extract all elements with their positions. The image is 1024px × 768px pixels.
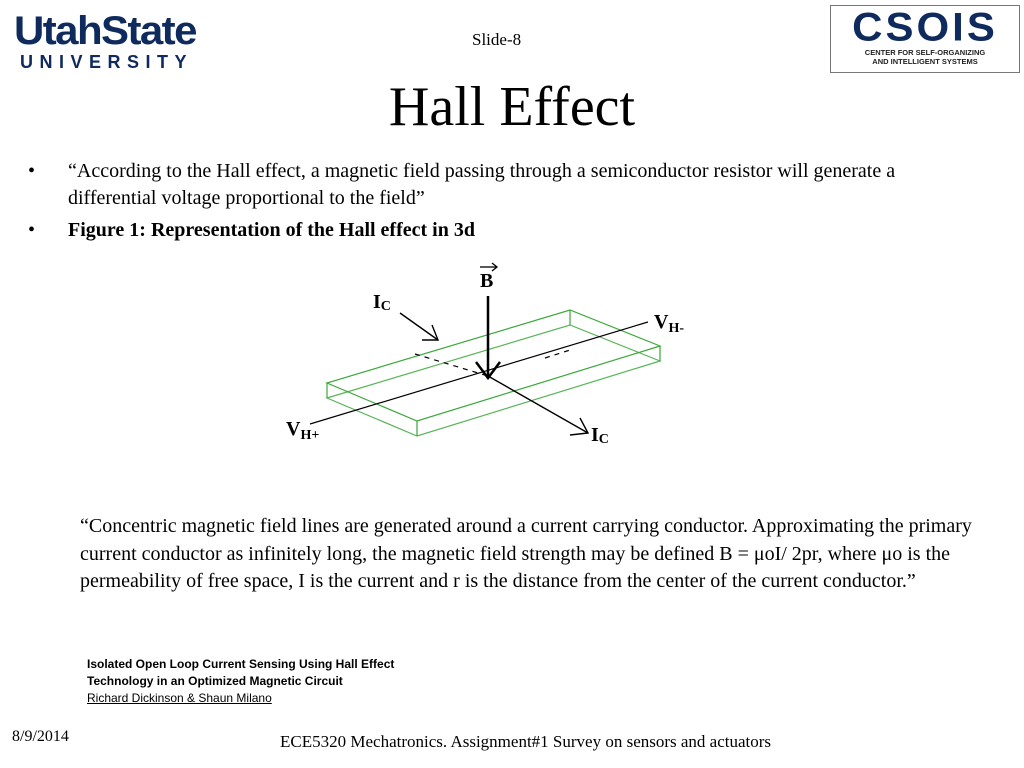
csois-logo: [830, 5, 1020, 73]
footer-course: ECE5320 Mechatronics. Assignment#1 Survey on sensors and actuators: [280, 732, 772, 751]
footer-date: 8/9/2014: [12, 728, 69, 745]
bullet-item: [28, 217, 948, 244]
bullet-marker: •: [28, 160, 36, 182]
logo-subtitle: UNIVERSITY: [20, 52, 194, 72]
csois-wordmark: CSOIS: [852, 4, 998, 49]
bullet-marker: •: [28, 219, 36, 241]
label-vh-minus: $V_{H-}$: [654, 311, 685, 336]
label-b-field: B: [480, 270, 494, 292]
semiconductor-slab: [327, 310, 660, 436]
figure-caption: Figure 1: Representation of the Hall effect in 3d: [68, 219, 475, 241]
bullet-item: [28, 158, 948, 212]
page-title: Hall Effect: [388, 76, 636, 138]
utah-state-logo: [14, 10, 204, 74]
voltage-path-dashed: [545, 350, 570, 358]
csois-subtitle-line1: CENTER FOR SELF-ORGANIZING: [864, 48, 986, 57]
label-ic-top: IC: [373, 291, 391, 314]
bullet-list: [28, 158, 948, 249]
label-vh-plus: $V_{H+}$: [286, 418, 320, 443]
logo-wordmark: UtahState: [14, 9, 196, 53]
csois-subtitle-line2: AND INTELLIGENT SYSTEMS: [872, 57, 978, 66]
slide-number: Slide-8: [472, 30, 522, 49]
citation-title-line2: Technology in an Optimized Magnetic Circuit: [87, 674, 343, 688]
label-ic-bottom: IC: [591, 424, 609, 447]
hall-effect-diagram: [270, 258, 730, 458]
bullet-text: “According to the Hall effect, a magnetic field passing through a semiconductor resistor will generate a differential voltage proportional to the field”: [68, 160, 896, 209]
citation-title-line1: Isolated Open Loop Current Sensing Using Hall Effect: [87, 657, 395, 671]
current-arrow-head: [570, 418, 588, 435]
quote-paragraph: “Concentric magnetic field lines are generated around a current carrying conductor. Approximating the primary current conductor as infinitely long, the magnetic field strength may be defined B = μoI/ 2pr, where μo is the permeability of free space, I is the current and r is the distance from the center of the current conductor.”: [80, 515, 972, 592]
slab-bottom-face: [327, 325, 660, 436]
current-arrow-line: [488, 376, 588, 433]
csois-subtitle: [831, 48, 1019, 66]
citation-authors-link[interactable]: Richard Dickinson & Shaun Milano: [87, 691, 272, 705]
citation: [87, 656, 394, 707]
